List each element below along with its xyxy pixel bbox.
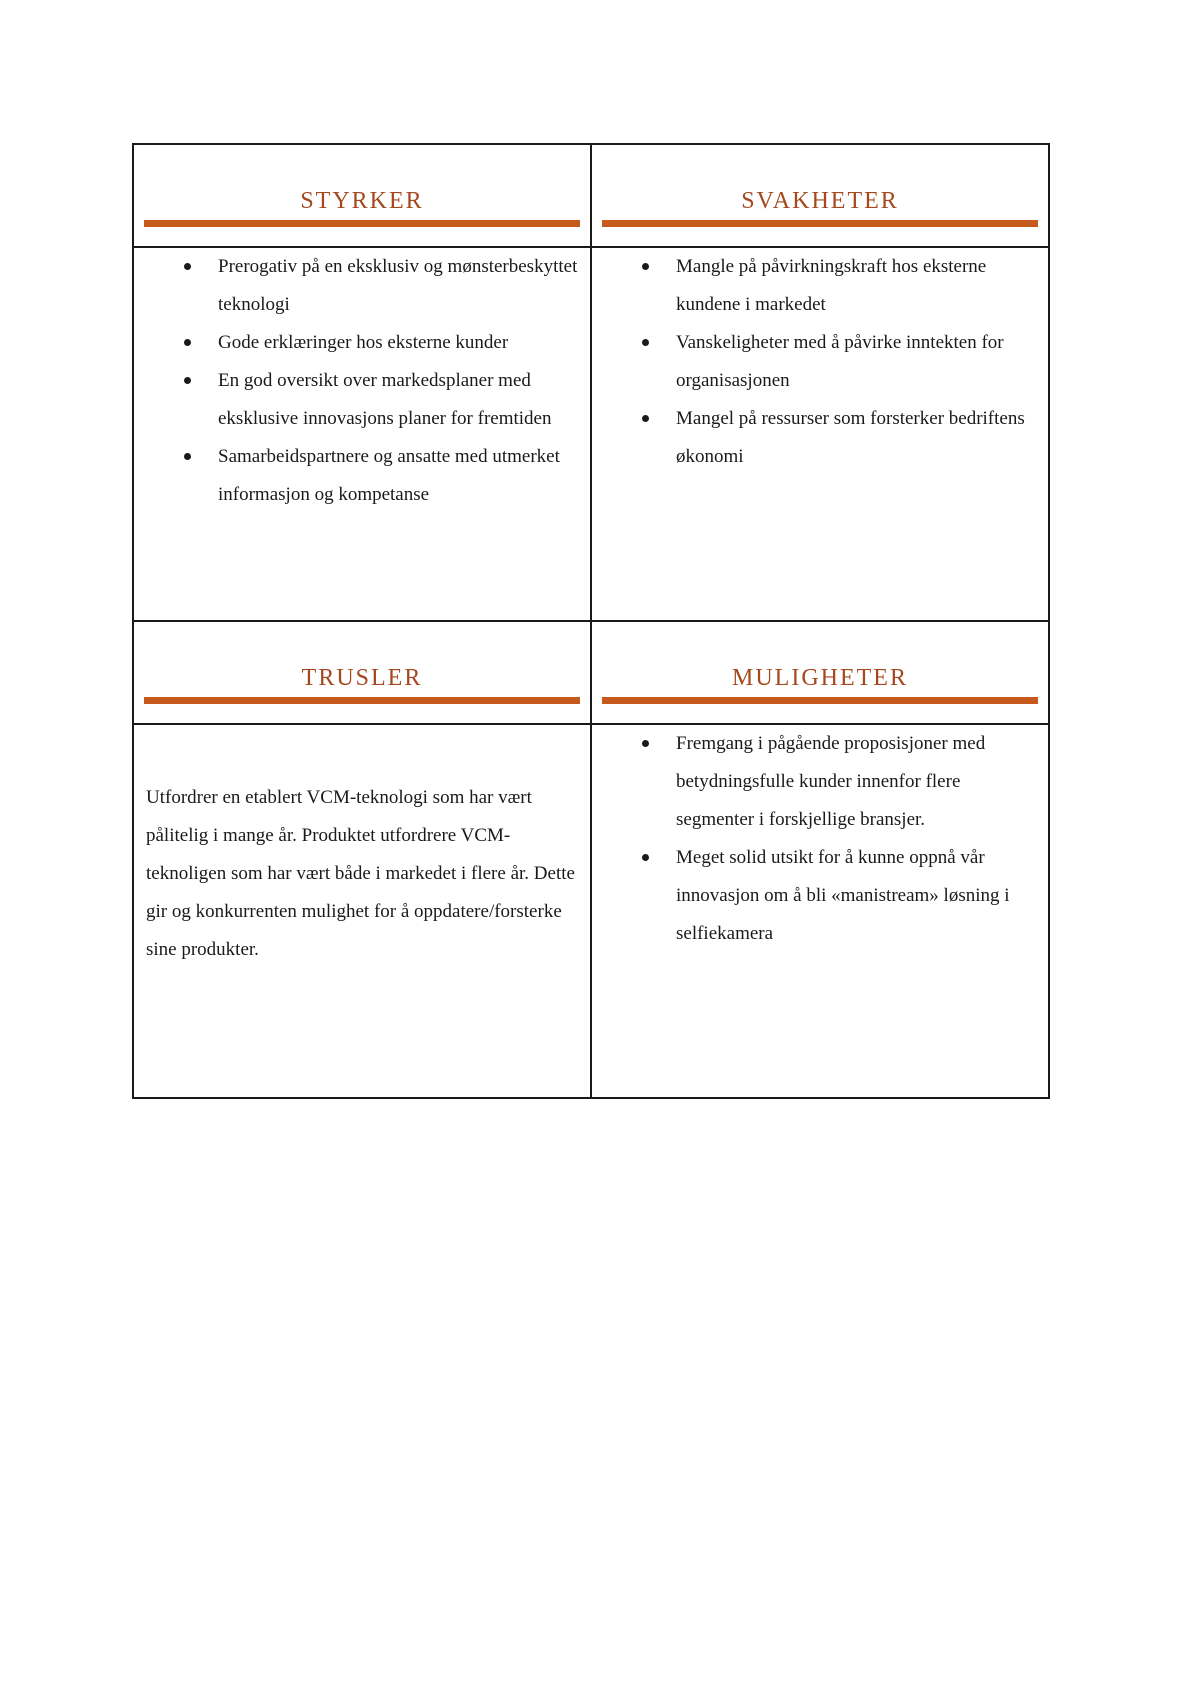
weaknesses-item: Mangle på påvirkningskraft hos eksterne kundene i markedet xyxy=(592,248,1042,324)
opportunities-header xyxy=(591,621,1049,724)
weaknesses-list xyxy=(592,248,1048,476)
weaknesses-title: SVAKHETER xyxy=(741,188,899,214)
weaknesses-body xyxy=(591,247,1049,621)
threats-rule xyxy=(144,697,580,704)
strengths-body xyxy=(133,247,591,621)
opportunities-list xyxy=(592,725,1048,953)
opportunities-title: MULIGHETER xyxy=(732,664,908,691)
threats-text: Utfordrer en etablert VCM-teknologi som har vært pålitelig i mange år. Produktet utfordrere VCM-teknoligen som har vært både i markedet i flere år. Dette gir og konkurrenten mulighet for å oppdatere/forsterke sine produkter. xyxy=(146,787,575,961)
strengths-item: Samarbeidspartnere og ansatte med utmerket informasjon og kompetanse xyxy=(134,438,584,514)
opportunities-item: Fremgang i pågående proposisjoner med betydningsfulle kunder innenfor flere segmenter i forskjellige bransjer. xyxy=(592,725,1042,839)
strengths-title: STYRKER xyxy=(300,188,424,214)
opportunities-rule xyxy=(602,697,1038,704)
weaknesses-rule xyxy=(602,220,1038,227)
strengths-item: Prerogativ på en eksklusiv og mønsterbeskyttet teknologi xyxy=(134,248,584,324)
threats-header xyxy=(133,621,591,724)
weaknesses-item: Vanskeligheter med å påvirke inntekten for organisasjonen xyxy=(592,324,1042,400)
swot-table xyxy=(132,143,1050,1099)
weaknesses-item: Mangel på ressurser som forsterker bedriftens økonomi xyxy=(592,400,1042,476)
strengths-header xyxy=(133,144,591,247)
threats-title: TRUSLER xyxy=(301,664,423,691)
opportunities-body xyxy=(591,724,1049,1098)
strengths-item: Gode erklæringer hos eksterne kunder xyxy=(134,324,584,362)
strengths-rule xyxy=(144,220,580,227)
threats-body xyxy=(133,724,591,1098)
weaknesses-header xyxy=(591,144,1049,247)
strengths-list xyxy=(134,248,590,514)
opportunities-item: Meget solid utsikt for å kunne oppnå vår innovasjon om å bli «manistream» løsning i selfiekamera xyxy=(592,839,1042,953)
strengths-item: En god oversikt over markedsplaner med eksklusive innovasjons planer for fremtiden xyxy=(134,362,584,438)
